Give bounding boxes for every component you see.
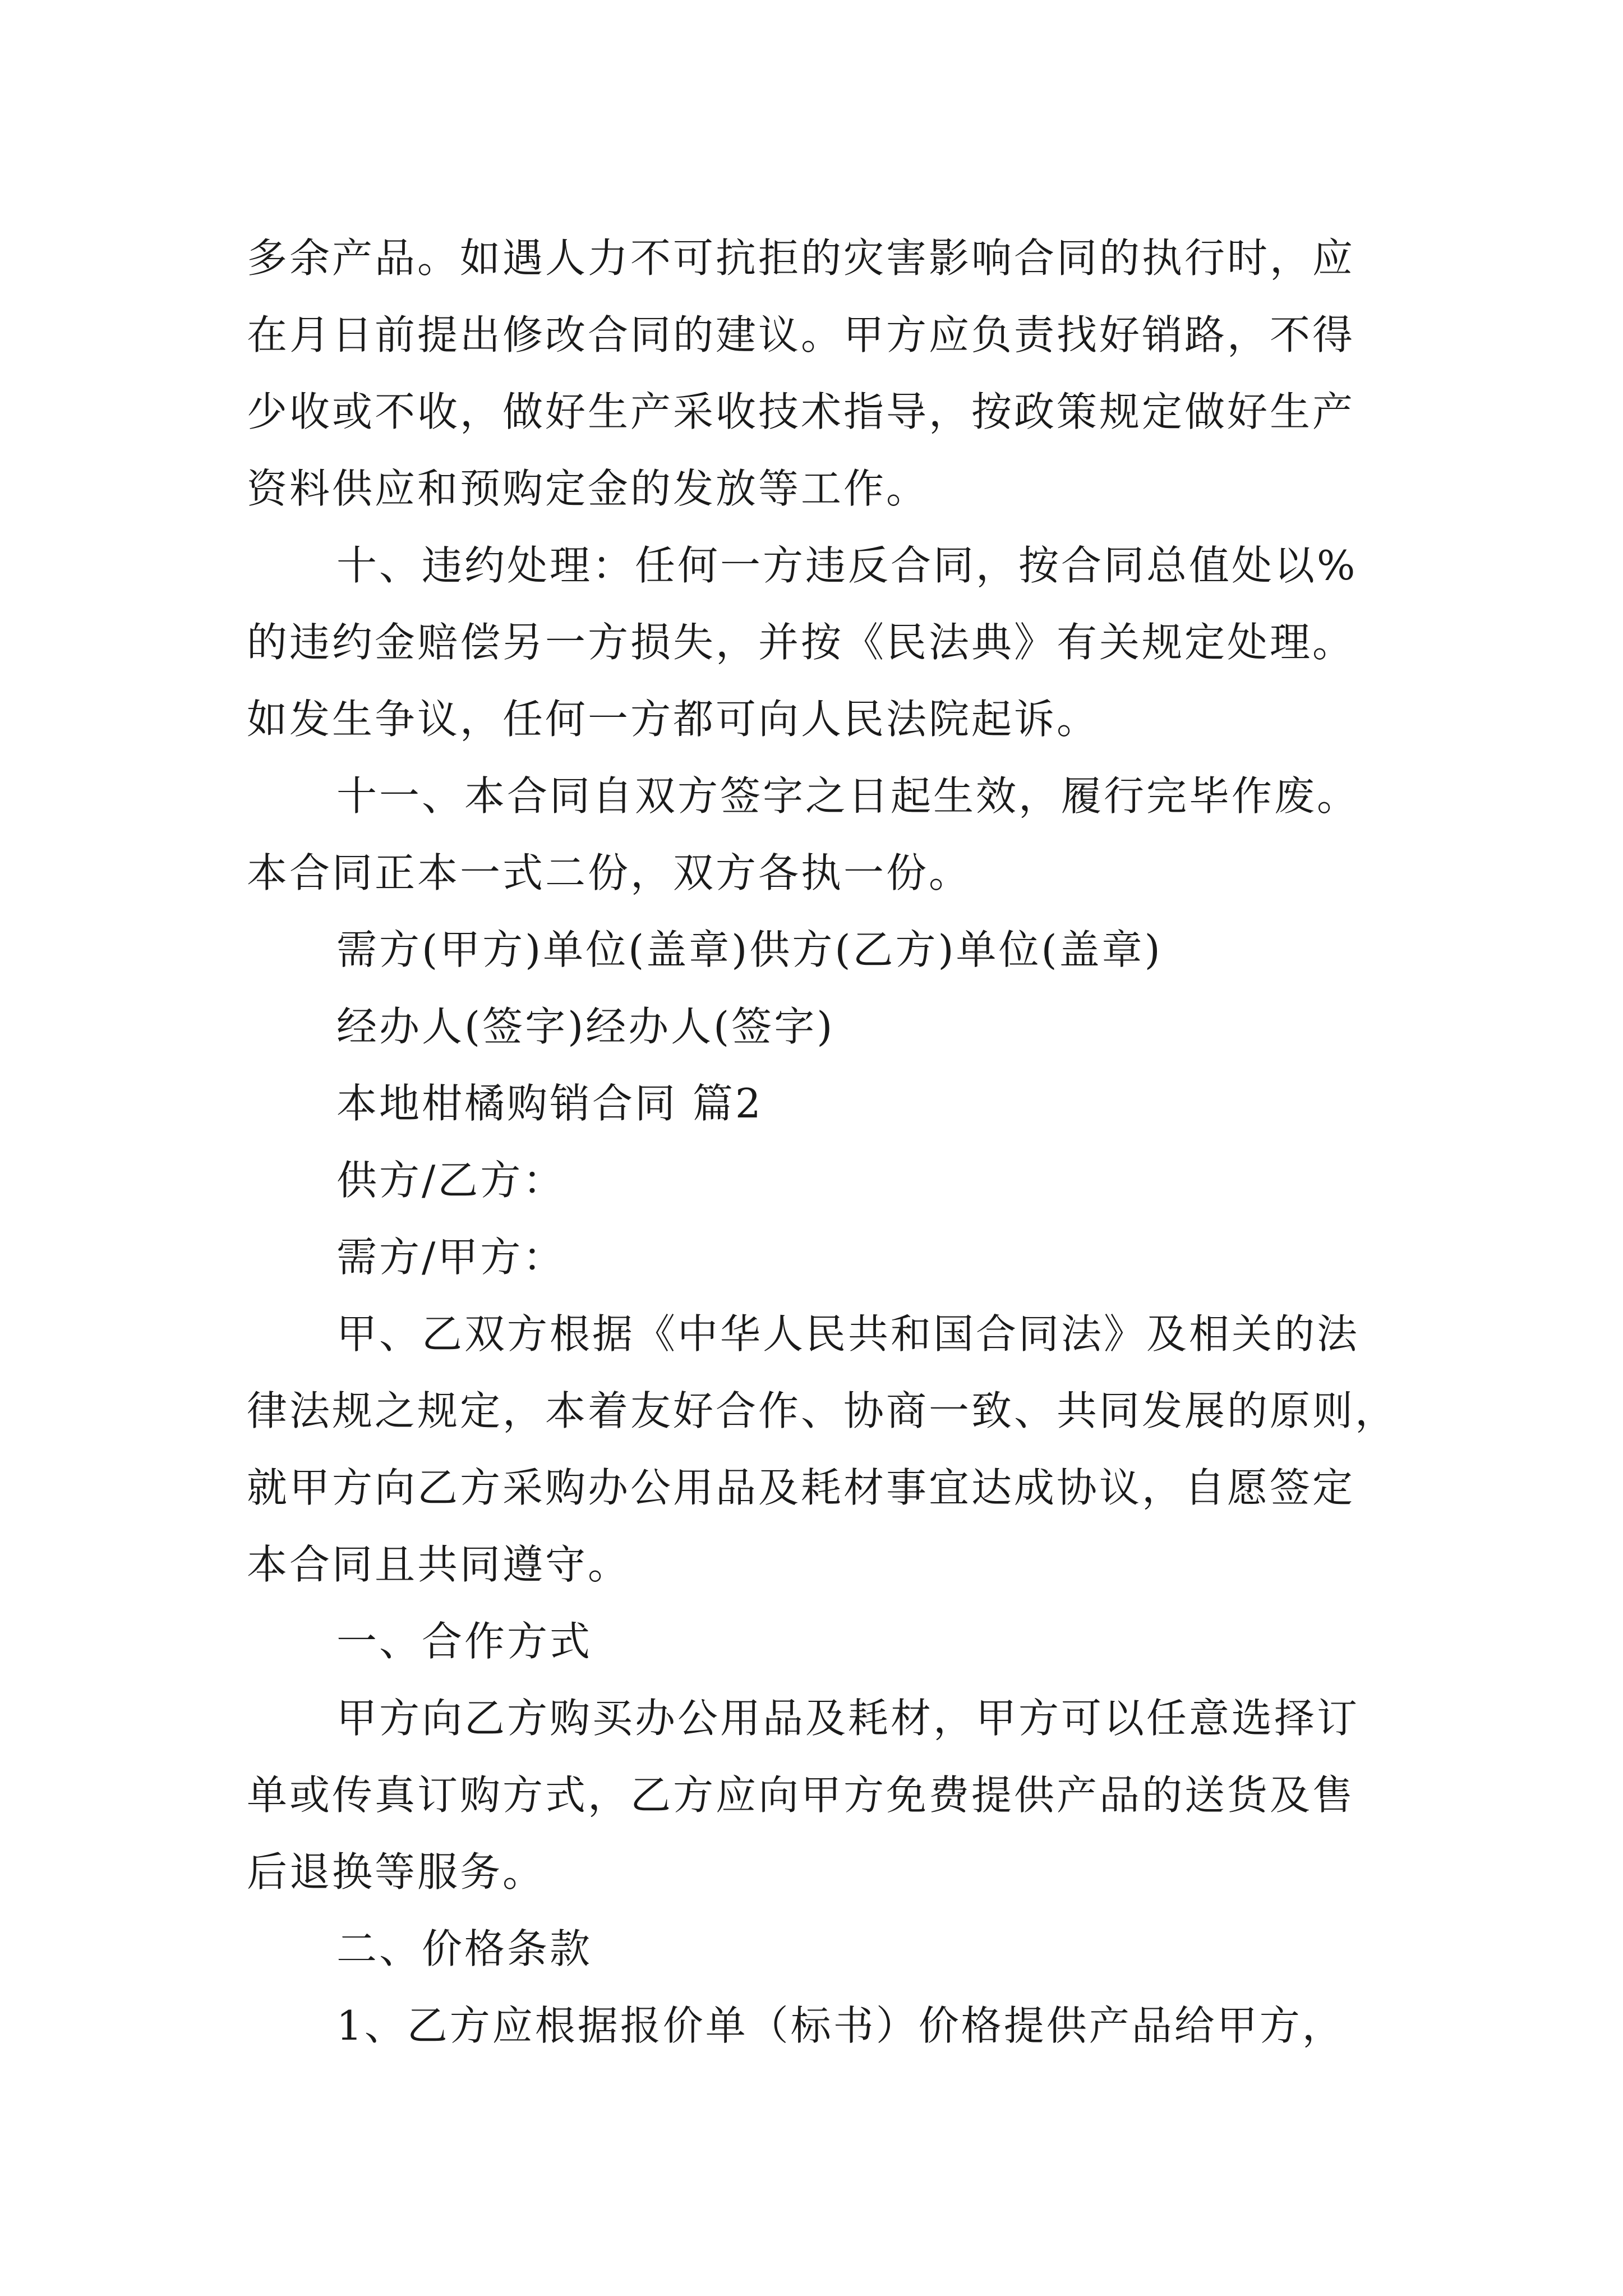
- clause-eleven-heading: 十一、本合同自双方签字之日起生效，履行完毕作废。: [336, 772, 1360, 820]
- text-line: 在月日前提出修改合同的建议。甲方应负责找好销路，不得: [247, 311, 1355, 358]
- text-line: 本合同且共同遵守。: [247, 1541, 631, 1588]
- text-line: 少收或不收，做好生产采收技术指导，按政策规定做好生产: [247, 388, 1355, 435]
- buyer-label: 需方/甲方：: [336, 1234, 566, 1281]
- clause-ten-heading: 十、违约处理：任何一方违反合同，按合同总值处以%: [336, 542, 1358, 589]
- clause-two-heading: 二、价格条款: [336, 1925, 593, 1972]
- text-line: 多余产品。如遇人力不可抗拒的灾害影响合同的执行时，应: [247, 234, 1355, 282]
- text-line: 后退换等服务。: [247, 1848, 546, 1895]
- text-line: 的违约金赔偿另一方损失，并按《民法典》有关规定处理。: [247, 619, 1355, 666]
- text-line: 就甲方向乙方采购办公用品及耗材事宜达成协议，自愿签定: [247, 1464, 1355, 1511]
- text-line: 资料供应和预购定金的发放等工作。: [247, 465, 929, 512]
- signature-agent-line: 经办人(签字)经办人(签字): [336, 1003, 835, 1050]
- document-page: [247, 220, 1398, 2064]
- clause-one-paragraph: 甲方向乙方购买办公用品及耗材，甲方可以任意选择订: [336, 1695, 1360, 1742]
- supplier-label: 供方/乙方：: [336, 1157, 566, 1204]
- text-line: 律法规之规定，本着友好合作、协商一致、共同发展的原则，: [247, 1387, 1398, 1434]
- signature-party-line: 需方(甲方)单位(盖章)供方(乙方)单位(盖章): [336, 926, 1163, 973]
- clause-two-item-one: 1、乙方应根据报价单（标书）价格提供产品给甲方，: [336, 2002, 1345, 2049]
- clause-one-heading: 一、合作方式: [336, 1618, 593, 1665]
- text-line: 本合同正本一式二份，双方各执一份。: [247, 849, 972, 896]
- preamble-paragraph: 甲、乙双方根据《中华人民共和国合同法》及相关的法: [336, 1310, 1360, 1358]
- text-line: 如发生争议，任何一方都可向人民法院起诉。: [247, 696, 1100, 743]
- section-title: 本地柑橘购销合同 篇2: [336, 1080, 763, 1127]
- text-line: 单或传真订购方式，乙方应向甲方免费提供产品的送货及售: [247, 1772, 1355, 1819]
